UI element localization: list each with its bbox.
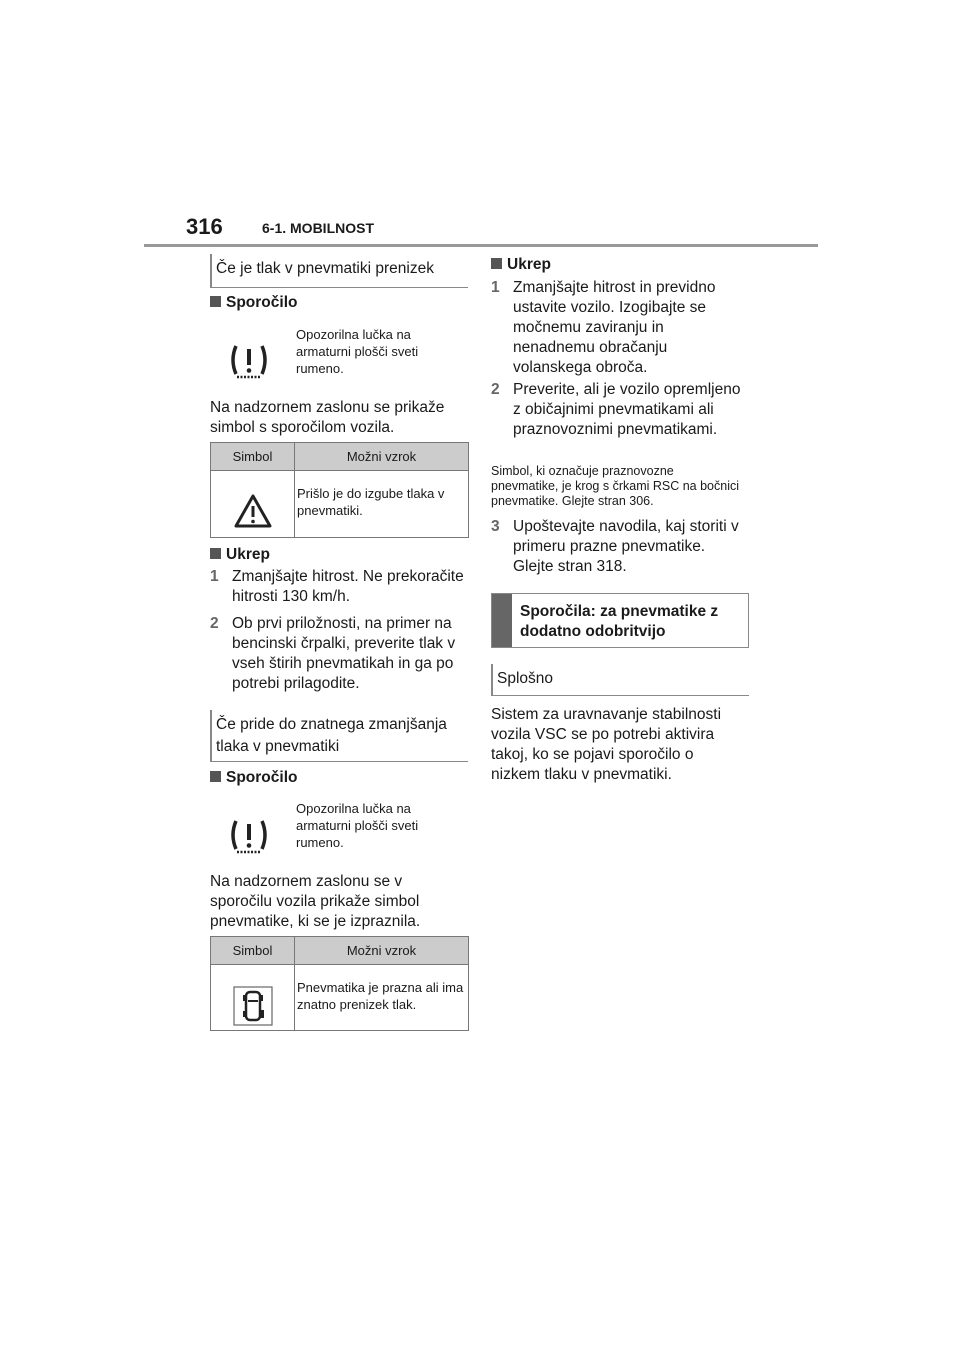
step-number: 2 [210, 615, 219, 632]
section-title-text: Če je tlak v pnevmatiki prenizek [216, 260, 434, 277]
step-text: Preverite, ali je vozilo opremljeno z običajnimi pnevmatikami ali praznovoznimi pnevmatikami. [513, 381, 741, 438]
tire-pressure-warning-icon [228, 343, 270, 381]
flat-tire-car-icon [233, 986, 273, 1026]
lamp-description: Opozorilna lučka na armaturni plošči sveti rumeno. [296, 801, 419, 850]
step-number: 1 [491, 279, 500, 296]
step-number: 2 [491, 381, 500, 398]
symbol-table [210, 936, 469, 1031]
table-divider [294, 443, 295, 537]
section-box-title: Sporočila: za pnevmatike z dodatno odobritvijo [520, 603, 719, 640]
lamp-description: Opozorilna lučka na armaturni plošči sveti rumeno. [296, 327, 419, 376]
bullet-square-icon [210, 296, 221, 307]
table-col-cause: Možni vzrok [346, 943, 417, 958]
step-text: Ob prvi priložnosti, na primer na bencinski črpalki, preverite tlak v vseh štirih pnevmatikah in ga po potrebi prilagodite. [232, 615, 456, 692]
section-title-significant-loss [210, 710, 468, 762]
page-number: 316 [186, 214, 223, 239]
step-text: Upoštevajte navodila, kaj storiti v primeru prazne pnevmatike. Glejte stran 318. [513, 518, 739, 575]
table-col-cause: Možni vzrok [346, 449, 417, 464]
bullet-square-icon [210, 548, 221, 559]
step-3 [491, 517, 749, 577]
display-description: Na nadzornem zaslonu se v sporočilu vozila prikaže simbol pnevmatike, ki se je izpraznila. [210, 873, 421, 930]
table-col-symbol: Simbol [232, 943, 273, 958]
message-heading [210, 294, 297, 312]
display-description: Na nadzornem zaslonu se prikaže simbol s sporočilom vozila. [210, 399, 445, 436]
step-1 [210, 567, 465, 607]
note-text: Simbol, ki označuje praznovozne pnevmatike, je krog s črkami RSC na bočnici pnevmatike. Glejte stran 306. [491, 464, 740, 508]
general-text: Sistem za uravnavanje stabilnosti vozila VSC se po potrebi aktivira takoj, ko se pojavi sporočilo o nizkem tlaku v pnevmatiki. [491, 706, 722, 783]
step-number: 3 [491, 518, 500, 535]
table-header [211, 443, 468, 471]
step-number: 1 [210, 568, 219, 585]
step-2 [491, 380, 749, 460]
section-box-additional-approval [491, 593, 749, 648]
table-cause-text: Prišlo je do izgube tlaka v pnevmatiki. [297, 486, 445, 518]
section-title-text: Splošno [497, 670, 554, 687]
step-2 [210, 614, 465, 694]
action-heading-text: Ukrep [226, 546, 270, 563]
action-heading [491, 256, 551, 274]
table-cause-text: Pnevmatika je prazna ali ima znatno prenizek tlak. [297, 980, 464, 1012]
step-text: Zmanjšajte hitrost in previdno ustavite vozilo. Izogibajte se močnemu zaviranju in nenadnemu obračanju volanskega obroča. [513, 279, 716, 376]
step-1 [491, 278, 749, 378]
message-heading-text: Sporočilo [226, 769, 298, 786]
table-divider [294, 937, 295, 1030]
symbol-table [210, 442, 469, 538]
message-heading [210, 769, 297, 787]
bullet-square-icon [210, 771, 221, 782]
section-title-low-pressure [210, 254, 468, 288]
table-header [211, 937, 468, 965]
step-text: Zmanjšajte hitrost. Ne prekoračite hitrosti 130 km/h. [232, 568, 464, 605]
table-col-symbol: Simbol [232, 449, 273, 464]
action-heading [210, 546, 270, 564]
section-box-bar [492, 594, 512, 647]
action-heading-text: Ukrep [507, 256, 551, 273]
section-title-general [491, 664, 749, 696]
bullet-square-icon [491, 258, 502, 269]
section-title-text: Če pride do znatnega zmanjšanja tlaka v pnevmatiki [216, 716, 447, 755]
message-heading-text: Sporočilo [226, 294, 298, 311]
chapter-title: 6-1. MOBILNOST [262, 220, 375, 236]
header-rule [144, 244, 818, 247]
warning-triangle-icon [233, 493, 273, 529]
tire-pressure-warning-icon [228, 818, 270, 856]
